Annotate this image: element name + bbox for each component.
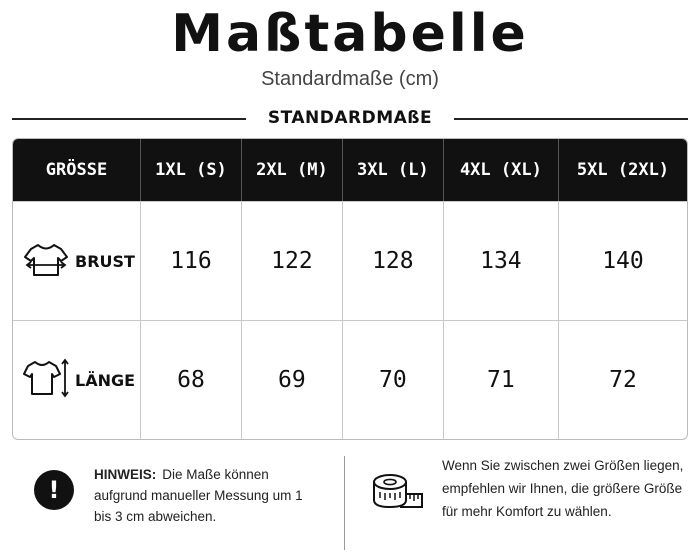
column-header: 3XL (L) bbox=[343, 139, 444, 201]
size-chart-table bbox=[12, 138, 688, 440]
table-cell: 71 bbox=[444, 320, 559, 439]
table-cell: 128 bbox=[343, 201, 444, 320]
table-cell: 72 bbox=[559, 320, 687, 439]
column-header: 1XL (S) bbox=[141, 139, 242, 201]
shirt-length-icon bbox=[23, 357, 69, 403]
size-tip: Wenn Sie zwischen zwei Größen liegen, empfehlen wir Ihnen, die größere Größe für mehr Komfort zu wählen. bbox=[442, 458, 684, 519]
section-header bbox=[12, 108, 688, 132]
section-divider-left bbox=[12, 118, 246, 120]
table-header-row bbox=[13, 139, 687, 201]
page-title: Maßtabelle bbox=[171, 4, 529, 64]
row-label-chest bbox=[13, 201, 141, 320]
table-cell: 68 bbox=[141, 320, 242, 439]
column-header: 2XL (M) bbox=[242, 139, 343, 201]
exclamation-icon: ! bbox=[34, 470, 74, 510]
note-label: HINWEIS: bbox=[94, 467, 157, 482]
table-row-length bbox=[13, 320, 687, 439]
footer-divider bbox=[344, 456, 345, 550]
note-text: Die Maße können aufgrund manueller Messung um 1 bis 3 cm abweichen. bbox=[94, 467, 303, 524]
table-cell: 70 bbox=[343, 320, 444, 439]
row-label-text: LÄNGE bbox=[75, 370, 136, 390]
section-label: STANDARDMAßE bbox=[267, 108, 433, 128]
table-cell: 116 bbox=[141, 201, 242, 320]
measuring-tape-icon bbox=[370, 470, 424, 520]
column-header: 5XL (2XL) bbox=[559, 139, 687, 201]
measurement-note bbox=[94, 464, 304, 527]
section-divider-right bbox=[454, 118, 688, 120]
table-row-chest bbox=[13, 201, 687, 320]
column-header-size: GRÖSSE bbox=[13, 139, 141, 201]
table-cell: 134 bbox=[444, 201, 559, 320]
table-cell: 122 bbox=[242, 201, 343, 320]
page-subtitle: Standardmaße (cm) bbox=[261, 68, 439, 90]
column-header: 4XL (XL) bbox=[444, 139, 559, 201]
table-cell: 69 bbox=[242, 320, 343, 439]
table-cell: 140 bbox=[559, 201, 687, 320]
row-label-text: BRUST bbox=[75, 251, 135, 271]
shirt-chest-icon bbox=[23, 239, 69, 283]
footer bbox=[0, 448, 700, 560]
row-label-length bbox=[13, 320, 141, 439]
